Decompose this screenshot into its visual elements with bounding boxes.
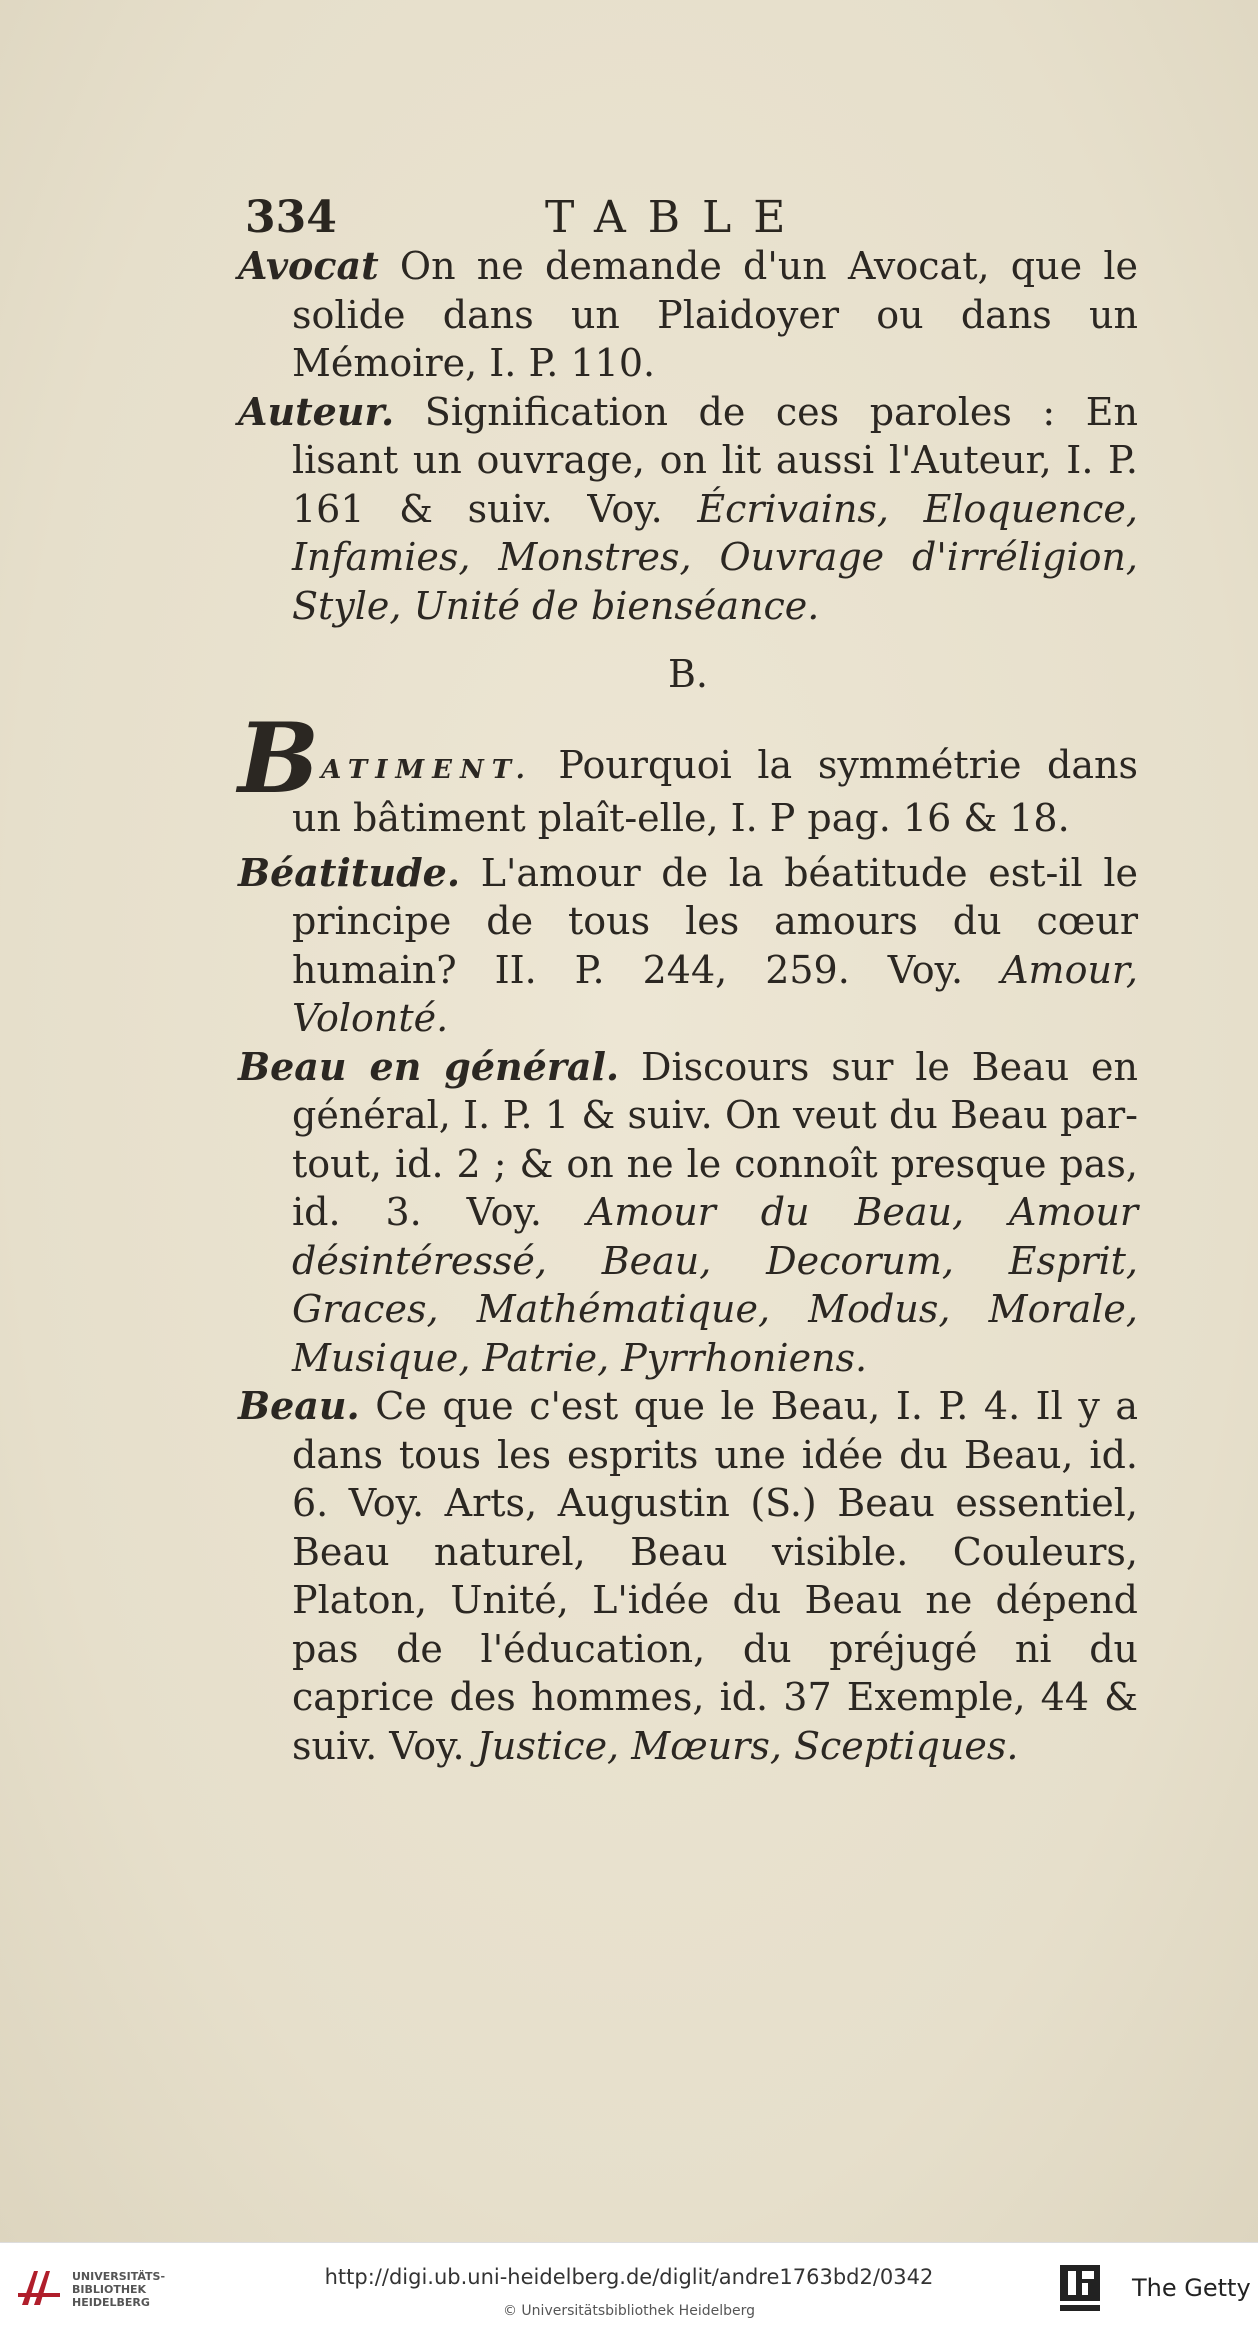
entry-refs: Amour du Beau, Amour désintéressé, Beau, Decorum, Esprit, Graces, Mathématique, Modus, Morale, Musique, Patrie, Pyrrhoniens. xyxy=(292,1190,1138,1380)
entry-term: ATIMENT. xyxy=(321,754,533,785)
page-number: 334 xyxy=(245,192,337,243)
getty-logo-icon xyxy=(1058,2261,1104,2321)
page-url-link[interactable]: http://digi.ub.uni-heidelberg.de/diglit/andre1763bd2/0342 xyxy=(324,2265,934,2289)
index-entry-avocat xyxy=(238,242,1138,388)
entry-term: Avocat xyxy=(238,243,379,288)
entry-text: On ne demande d'un Avocat, que le solide dans un Plaidoyer ou dans un Mémoire, I. P. 110. xyxy=(292,244,1138,385)
index-text xyxy=(238,242,1138,1770)
drop-cap: B xyxy=(238,701,320,815)
entry-text: L'amour de la béatitude est-il le principe de tous les amours du cœur humain? II. P. 244, 259. Voy. xyxy=(292,850,1138,992)
entry-text: Pourquoi la symmétrie dans un bâtiment plaît-elle, I. P pag. 16 & 18. xyxy=(292,742,1138,840)
library-name: UNIVERSITÄTS- BIBLIOTHEK HEIDELBERG xyxy=(72,2270,166,2309)
entry-text: Signification de ces paroles : En lisant un ouvrage, on lit aussi l'Auteur, I. P. 161 & suiv. Voy. xyxy=(292,389,1138,531)
running-title: TABLE xyxy=(545,192,808,243)
index-entry-beau-en-general xyxy=(238,1043,1138,1383)
index-entry-auteur xyxy=(238,388,1138,631)
entry-refs: Écrivains, Eloquence, Infamies, Monstres, Ouvrage d'irréligion, Style, Unité de bienséance. xyxy=(292,486,1138,628)
viewer-footer xyxy=(0,2242,1258,2340)
entry-refs: Justice, Mœurs, Sceptiques. xyxy=(476,1723,1019,1768)
index-entry-beau xyxy=(238,1382,1138,1770)
copyright-notice: © Universitätsbibliothek Heidelberg xyxy=(502,2303,755,2319)
getty-name: The Getty xyxy=(1132,2274,1251,2302)
index-entry-batiment xyxy=(238,701,1138,843)
section-letter: B. xyxy=(667,652,708,696)
entry-text: Discours sur le Beau en général, I. P. 1 & suiv. On veut du Beau par-tout, id. 2 ; & on ne le connoît presque pas, id. 3. Voy. xyxy=(292,1044,1139,1234)
entry-term: Béatitude. xyxy=(238,849,461,895)
index-entry-beatitude xyxy=(238,849,1138,1043)
entry-refs: Amour, Volonté. xyxy=(292,947,1138,1040)
entry-term: Beau en général. xyxy=(238,1043,620,1089)
entry-term: Beau. xyxy=(238,1383,360,1428)
entry-term: Auteur. xyxy=(238,388,395,434)
entry-text: Ce que c'est que le Beau, I. P. 4. Il y a dans tous les esprits une idée du Beau, id. 6. Voy. Arts, Augustin (S.) Beau essentiel, Beau naturel, Beau visible. Couleurs, Platon, Unité, L'idée du Beau ne dépend pas de l'éducation, du préjugé ni du caprice des hommes, id. 37 Exemple, 44 & suiv. Voy. xyxy=(292,1384,1138,1768)
